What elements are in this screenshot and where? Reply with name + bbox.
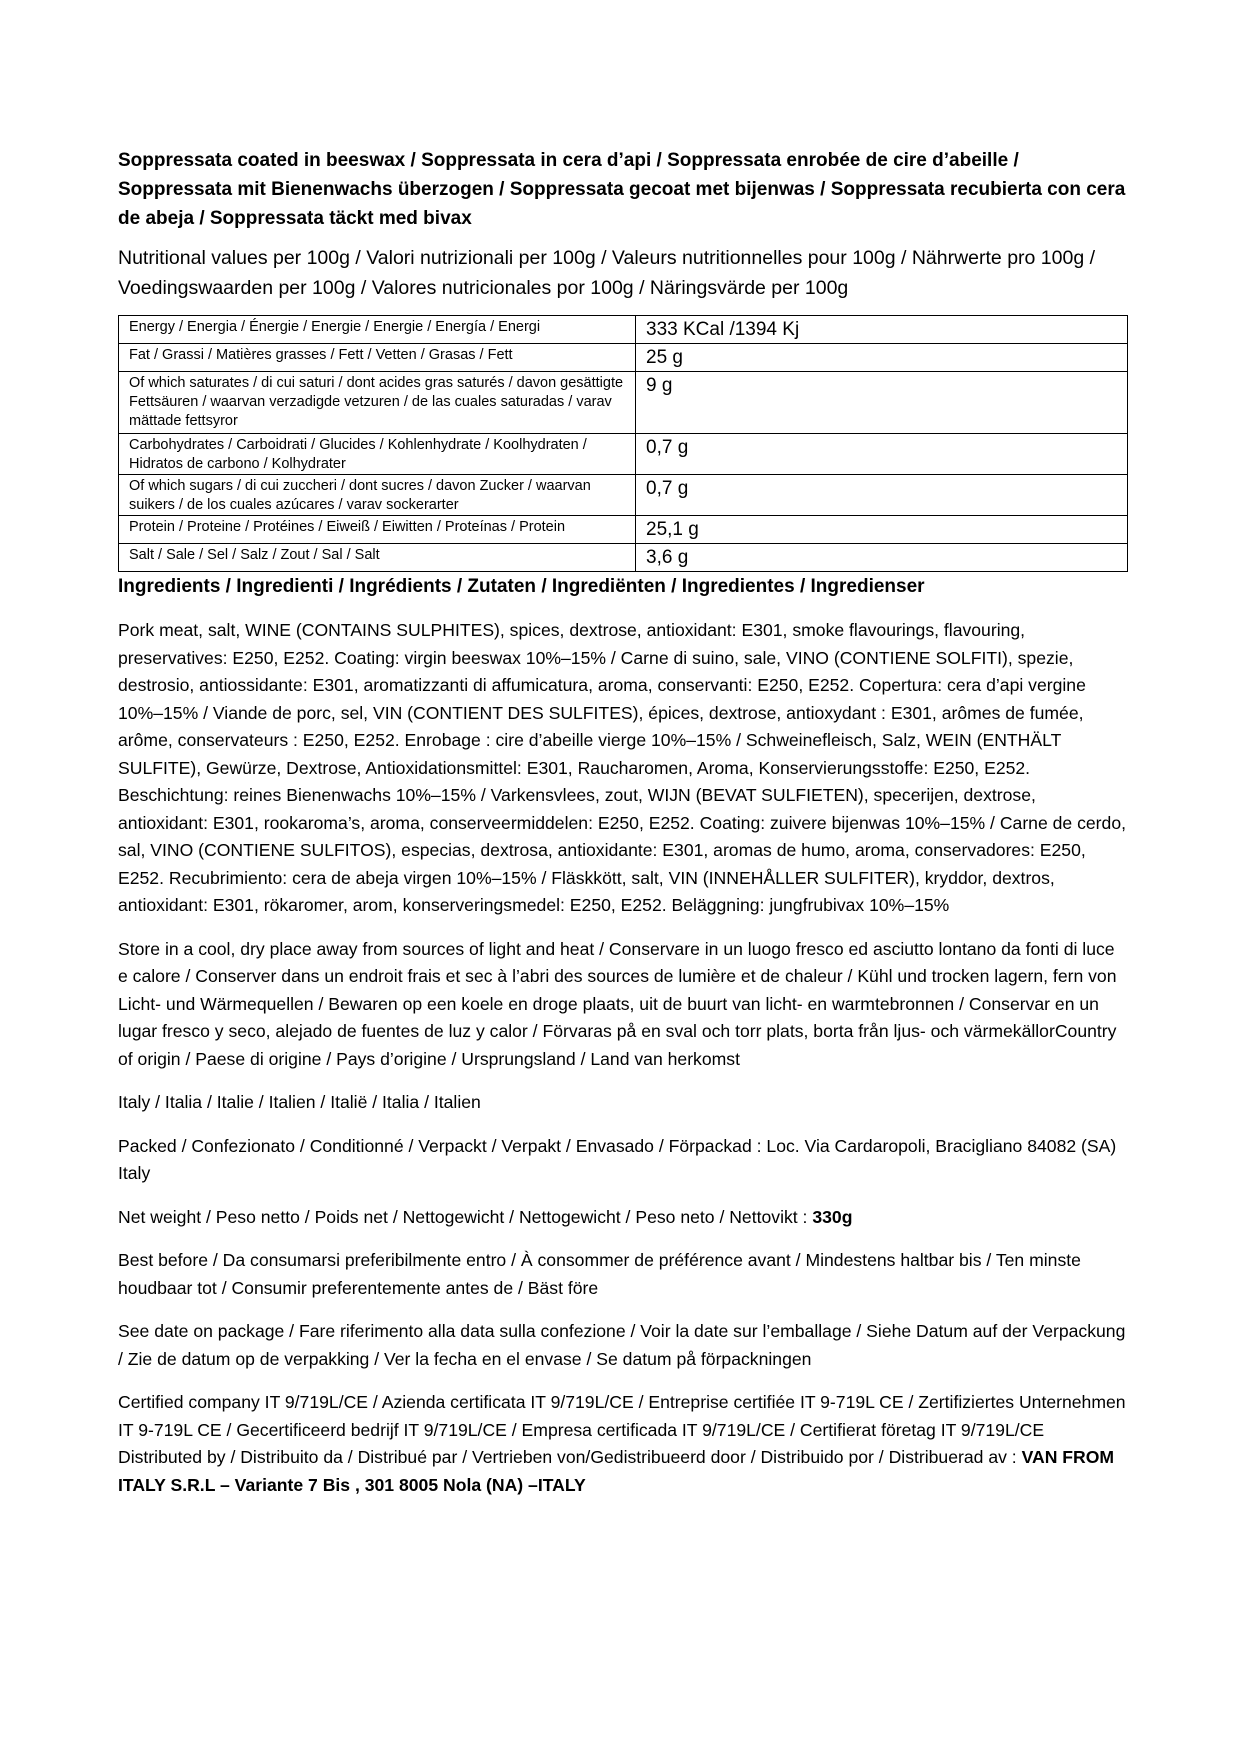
- packed-text: Packed / Confezionato / Conditionné / Verpackt / Verpakt / Envasado / Förpackad : Loc. Via Cardaropoli, Bracigliano 84082 (SA) Italy: [118, 1135, 1117, 1183]
- nutrient-label: Fat / Grassi / Matières grasses / Fett / Vetten / Grasas / Fett: [119, 344, 636, 372]
- nutrient-value: 9 g: [636, 372, 1128, 434]
- nutrient-label: Of which saturates / di cui saturi / dont acides gras saturés / davon gesättigte Fettsäuren / waarvan verzadigde vetzuren / de las cuales saturadas / varav mättade fettsyror: [119, 372, 636, 434]
- nutrient-value: 25 g: [636, 344, 1128, 372]
- net-weight-label: Net weight / Peso netto / Poids net / Nettogewicht / Nettogewicht / Peso neto / Nettovikt :: [118, 1206, 813, 1227]
- nutrient-value: 0,7 g: [636, 475, 1128, 516]
- table-row: [119, 475, 1128, 516]
- nutrient-value: 333 KCal /1394 Kj: [636, 316, 1128, 344]
- origin-text: Italy / Italia / Italie / Italien / Italië / Italia / Italien: [118, 1092, 481, 1112]
- nutrient-label: Salt / Sale / Sel / Salz / Zout / Sal / Salt: [119, 544, 636, 572]
- table-row: [119, 544, 1128, 572]
- nutrient-value: 3,6 g: [636, 544, 1128, 572]
- certification-label: Certified company IT 9/719L/CE / Azienda certificata IT 9/719L/CE / Entreprise certifiée IT 9-719L CE / Zertifiziertes Unternehmen IT 9-719L CE / Gecertificeerd bedrijf IT 9/719L/CE / Empresa certificada IT 9/719L/CE / Certifierat företag IT 9/719L/CE Distributed by / Distribuito da / Distribué par / Vertrieben von/Gedistribueerd door / Distribuido por / Distribuerad av :: [118, 1392, 1126, 1467]
- net-weight: [118, 1204, 1128, 1232]
- ingredients-heading: Ingredients / Ingredienti / Ingrédients / Zutaten / Ingrediënten / Ingredientes / Ingredienser: [118, 576, 925, 597]
- nutrient-label: Of which sugars / di cui zuccheri / dont sucres / davon Zucker / waarvan suikers / de los cuales azúcares / varav sockerarter: [119, 475, 636, 516]
- certification-text: [118, 1389, 1128, 1499]
- best-before-text: Best before / Da consumarsi preferibilmente entro / À consommer de préférence avant / Mindestens haltbar bis / Ten minste houdbaar tot / Consumir preferentemente antes de / Bäst före: [118, 1250, 1081, 1298]
- nutrient-label: Carbohydrates / Carboidrati / Glucides / Kohlenhydrate / Koolhydraten / Hidratos de carbono / Kolhydrater: [119, 434, 636, 475]
- ingredients-text: Pork meat, salt, WINE (CONTAINS SULPHITES), spices, dextrose, antioxidant: E301, smoke flavourings, flavouring, preservatives: E250, E252. Coating: virgin beeswax 10%–15% / Carne di suino, sale, VINO (CONTIENE SOLFITI), spezie, destrosio, antiossidante: E301, aromatizzanti di affumicatura, aroma, conservanti: E250, E252. Copertura: cera d’api vergine 10%–15% / Viande de porc, sel, VIN (CONTIENT DES SULFITES), épices, dextrose, antioxydant : E301, arômes de fumée, arôme, conservateurs : E250, E252. Enrobage : cire d’abeille vierge 10%–15% / Schweinefleisch, Salz, WEIN (ENTHÄLT SULFITE), Gewürze, Dextrose, Antioxidationsmittel: E301, Raucharomen, Aroma, Konservierungsstoffe: E250, E252. Beschichtung: reines Bienenwachs 10%–15% / Varkensvlees, zout, WIJN (BEVAT SULFIETEN), specerijen, dextrose, antioxidant: E301, rookaroma’s, aroma, conserveermiddelen: E250, E252. Coating: zuivere bijenwas 10%–15% / Carne de cerdo, sal, VINO (CONTIENE SULFITOS), especias, dextrosa, antioxidante: E301, aromas de humo, aroma, conservadores: E250, E252. Recubrimiento: cera de abeja virgen 10%–15% / Fläskkött, salt, VIN (INNEHÅLLER SULFITER), kryddor, dextros, antioxidant: E301, rökaromer, arom, konserveringsmedel: E250, E252. Beläggning: jungfrubivax 10%–15%: [118, 620, 1126, 915]
- document-page: [118, 146, 1128, 1515]
- nutrient-label: Energy / Energia / Énergie / Energie / Energie / Energía / Energi: [119, 316, 636, 344]
- distributor-name: VAN FROM ITALY S.R.L – Variante 7 Bis , 301 8005 Nola (NA) –ITALY: [118, 1447, 1115, 1495]
- nutrient-value: 25,1 g: [636, 516, 1128, 544]
- table-row: [119, 434, 1128, 475]
- storage-text: Store in a cool, dry place away from sources of light and heat / Conservare in un luogo fresco ed asciutto lontano da fonti di luce e calore / Conserver dans un endroit frais et sec à l’abri des sources de lumière et de chaleur / Kühl und trocken lagern, fern von Licht- und Wärmequellen / Bewaren op een koele en droge plaats, uit de buurt van licht- en warmtebronnen / Conservar en un lugar fresco y seco, alejado de fuentes de luz y calor / Förvaras på en sval och torr plats, borta från ljus- och värmekällorCountry of origin / Paese di origine / Pays d’origine / Ursprungsland / Land van herkomst: [118, 938, 1117, 1069]
- table-row: [119, 316, 1128, 344]
- nutrition-heading: Nutritional values per 100g / Valori nutrizionali per 100g / Valeurs nutritionnelles pour 100g / Nährwerte pro 100g / Voedingswaarden per 100g / Valores nutricionales por 100g / Näringsvärde per 100g: [118, 247, 1096, 299]
- net-weight-value: 330g: [812, 1206, 853, 1227]
- see-date-text: See date on package / Fare riferimento alla data sulla confezione / Voir la date sur l’emballage / Siehe Datum auf der Verpackung / Zie de datum op de verpakking / Ver la fecha en el envase / Se datum på förpackningen: [118, 1321, 1126, 1369]
- table-row: [119, 516, 1128, 544]
- nutrient-label: Protein / Proteine / Protéines / Eiweiß / Eiwitten / Proteínas / Protein: [119, 516, 636, 544]
- table-row: [119, 344, 1128, 372]
- table-row: [119, 372, 1128, 434]
- nutrient-value: 0,7 g: [636, 434, 1128, 475]
- product-title: Soppressata coated in beeswax / Soppressata in cera d’api / Soppressata enrobée de cire d’abeille / Soppressata mit Bienenwachs überzogen / Soppressata gecoat met bijenwas / Soppressata recubierta con cera de abeja / Soppressata täckt med bivax: [118, 150, 1126, 229]
- nutrition-table: [118, 315, 1128, 572]
